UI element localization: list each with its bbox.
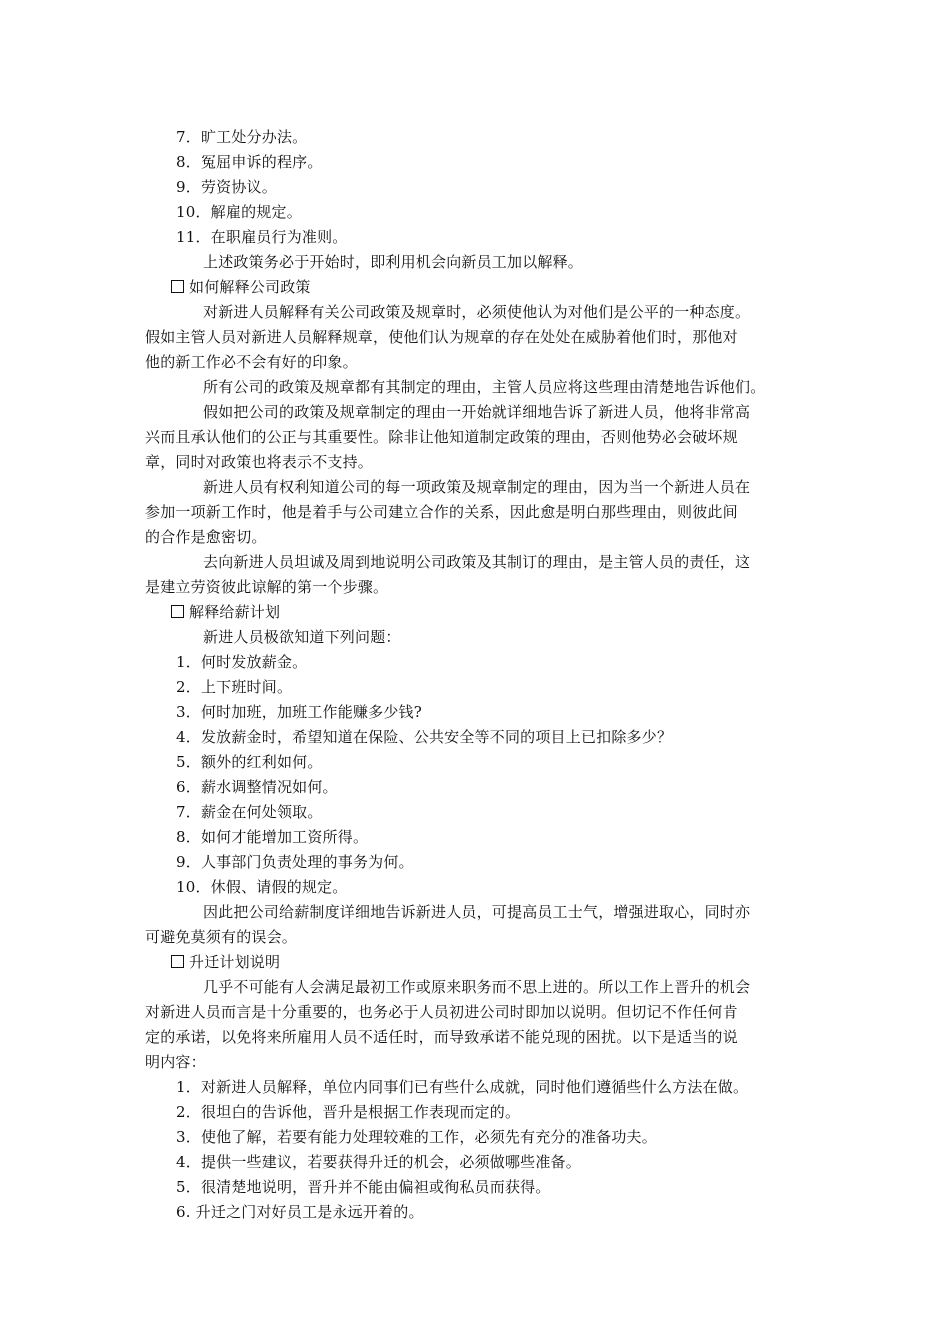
paragraph-line: 对新进人员而言是十分重要的，也务必于人员初进公司时即加以说明。但切记不作任何肯: [145, 1003, 738, 1021]
checkbox-square-icon: [171, 280, 184, 293]
paragraph-line: 章，同时对政策也将表示不支持。: [145, 453, 374, 471]
paragraph-line: 明内容：: [145, 1053, 206, 1071]
list-item: 10．解雇的规定。: [176, 203, 302, 221]
paragraph-line: 所有公司的政策及规章都有其制定的理由，主管人员应将这些理由清楚地告诉他们。: [203, 378, 766, 396]
list-item: 1．对新进人员解释，单位内同事们已有些什么成就，同时他们遵循些什么方法在做。: [176, 1078, 749, 1096]
list-item: 5．很清楚地说明，晋升并不能由偏袒或徇私员而获得。: [176, 1178, 551, 1196]
paragraph-line: 定的承诺，以免将来所雇用人员不适任时，而导致承诺不能兑现的困扰。以下是适当的说: [145, 1028, 738, 1046]
section-heading-text: 解释给薪计划: [189, 603, 281, 621]
checkbox-square-icon: [171, 955, 184, 968]
paragraph-line: 可避免莫须有的误会。: [145, 928, 298, 946]
checkbox-square-icon: [171, 605, 184, 618]
paragraph-line: 是建立劳资彼此谅解的第一个步骤。: [145, 578, 389, 596]
section-heading-text: 升迁计划说明: [189, 953, 281, 971]
list-item: 7．薪金在何处领取。: [176, 803, 323, 821]
list-item: 9．劳资协议。: [176, 178, 277, 196]
list-item: 4．提供一些建议，若要获得升迁的机会，必须做哪些准备。: [176, 1153, 581, 1171]
paragraph-line: 假如把公司的政策及规章制定的理由一开始就详细地告诉了新进人员，他将非常高: [203, 403, 751, 421]
list-item: 8．冤屈申诉的程序。: [176, 153, 323, 171]
section-heading: [171, 602, 280, 622]
paragraph-line: 新进人员有权利知道公司的每一项政策及规章制定的理由，因为当一个新进人员在: [203, 478, 751, 496]
list-item: 8．如何才能增加工资所得。: [176, 828, 369, 846]
paragraph-line: 假如主管人员对新进人员解释规章，使他们认为规章的存在处处在威胁着他们时，那他对: [145, 328, 738, 346]
paragraph-line: 新进人员极欲知道下列问题：: [203, 628, 401, 646]
paragraph: 上述政策务必于开始时，即利用机会向新员工加以解释。: [203, 253, 584, 271]
paragraph-line: 兴而且承认他们的公正与其重要性。除非让他知道制定政策的理由，否则他势必会破坏规: [145, 428, 738, 446]
list-item: 3．何时加班，加班工作能赚多少钱?: [176, 703, 422, 721]
list-item: 2．上下班时间。: [176, 678, 293, 696]
list-item: 7．旷工处分办法。: [176, 128, 308, 146]
section-heading: [171, 277, 311, 297]
list-item: 3．使他了解，若要有能力处理较难的工作，必须先有充分的准备功夫。: [176, 1128, 657, 1146]
paragraph-line: 的合作是愈密切。: [145, 528, 267, 546]
list-item: 6. 升迁之门对好员工是永远开着的。: [176, 1203, 424, 1221]
list-item: 5．额外的红利如何。: [176, 753, 323, 771]
section-heading-text: 如何解释公司政策: [189, 278, 311, 296]
list-item: 11．在职雇员行为准则。: [176, 228, 348, 246]
list-item: 1．何时发放薪金。: [176, 653, 308, 671]
list-item: 4．发放薪金时，希望知道在保险、公共安全等不同的项目上已扣除多少？: [176, 728, 673, 746]
paragraph-line: 几乎不可能有人会满足最初工作或原来职务而不思上进的。所以工作上晋升的机会: [203, 978, 751, 996]
paragraph-line: 对新进人员解释有关公司政策及规章时，必须使他认为对他们是公平的一种态度。: [203, 303, 751, 321]
list-item: 10．休假、请假的规定。: [176, 878, 348, 896]
paragraph-line: 去向新进人员坦诚及周到地说明公司政策及其制订的理由，是主管人员的责任，这: [203, 553, 751, 571]
list-item: 9．人事部门负责处理的事务为何。: [176, 853, 414, 871]
list-item: 2．很坦白的告诉他，晋升是根据工作表现而定的。: [176, 1103, 521, 1121]
paragraph-line: 因此把公司给薪制度详细地告诉新进人员，可提高员工士气，增强进取心，同时亦: [203, 903, 751, 921]
section-heading: [171, 952, 280, 972]
list-item: 6．薪水调整情况如何。: [176, 778, 338, 796]
paragraph-line: 他的新工作必不会有好的印象。: [145, 353, 358, 371]
paragraph-line: 参加一项新工作时，他是着手与公司建立合作的关系，因此愈是明白那些理由，则彼此间: [145, 503, 738, 521]
